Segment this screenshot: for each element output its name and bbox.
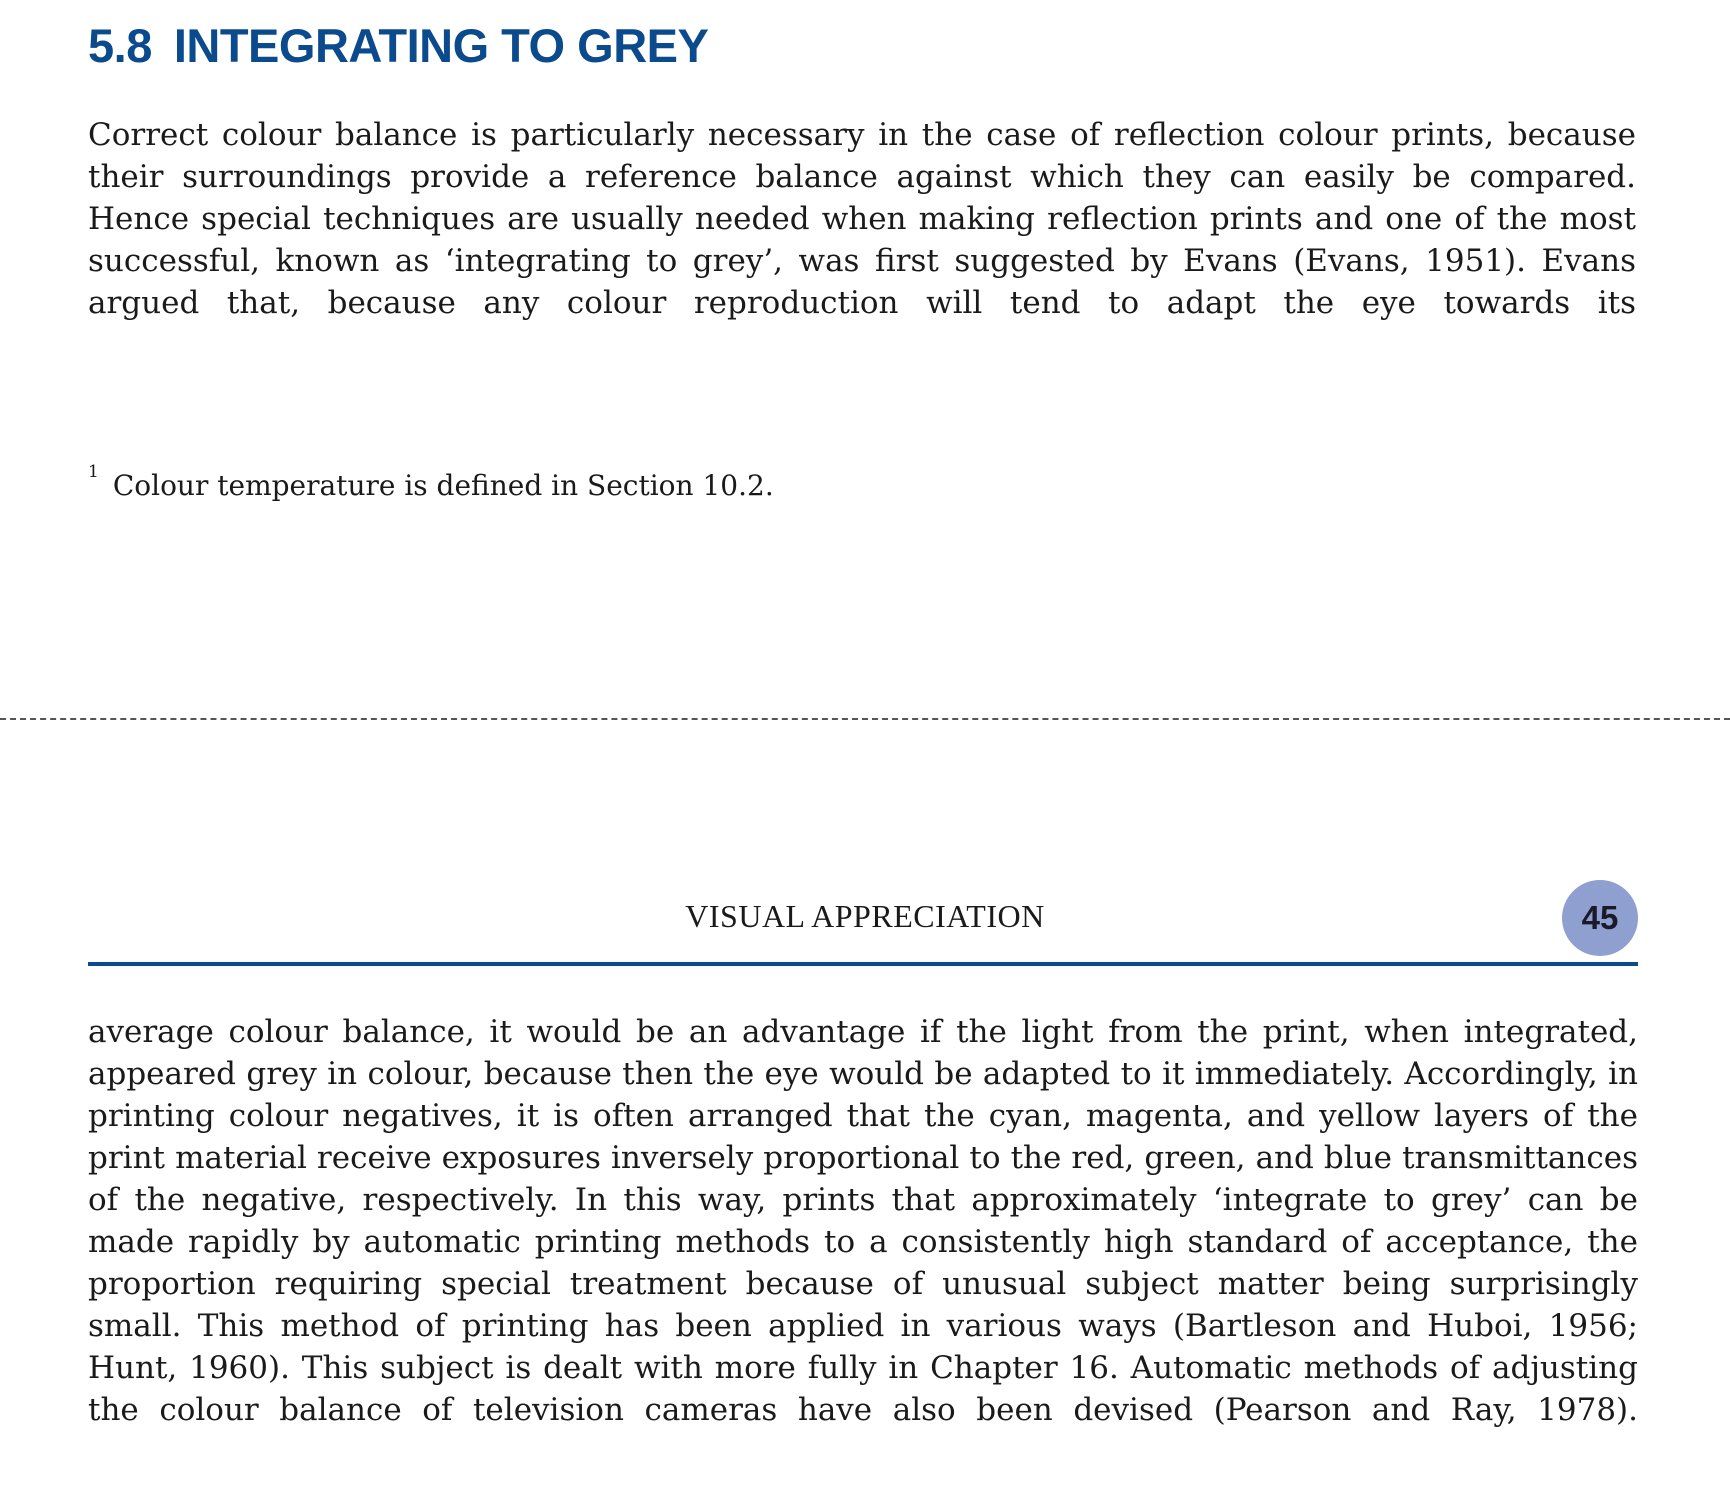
section-number: 5.8 [88, 19, 152, 72]
footnote-text: Colour temperature is defined in Section 10.2. [112, 469, 774, 502]
page-number-badge: 45 [1562, 880, 1638, 956]
section-title: INTEGRATING TO GREY [173, 19, 709, 72]
section-heading [88, 18, 708, 73]
footnote-marker: 1 [88, 462, 99, 482]
body-paragraph-top: Correct colour balance is particularly necessary in the case of reflection colour prints, because their surroundings provide a reference balance against which they can easily be compared. Hence special techniques are usually needed when making reflection prints and one of the most successful, known as ‘integrating to grey’, was first suggested by Evans (Evans, 1951). Evans argued that, because any colour reproduction will tend to adapt the eye towards its [88, 117, 1636, 321]
body-paragraph-bottom: average colour balance, it would be an advantage if the light from the print, when integrated, appeared grey in colour, because then the eye would be adapted to it immediately. Accordingly, in printing colour negatives, it is often arranged that the cyan, magenta, and yellow layers of the print material receive exposures inversely proportional to the red, green, and blue transmittances of the negative, respectively. In this way, prints that approximately ‘integrate to grey’ can be made rapidly by automatic printing methods to a consistently high standard of acceptance, the proportion requiring special treatment because of unusual subject matter being surprisingly small. This method of printing has been applied in various ways (Bartleson and Huboi, 1956; Hunt, 1960). This subject is dealt with more fully in Chapter 16. Automatic methods of adjusting the colour balance of television cameras have also been devised (Pearson and Ray, 1978). [88, 1014, 1638, 1428]
running-header-title: VISUAL APPRECIATION [685, 898, 1045, 934]
page-break-divider [0, 718, 1730, 720]
header-rule [88, 962, 1638, 966]
footnote [88, 452, 774, 506]
